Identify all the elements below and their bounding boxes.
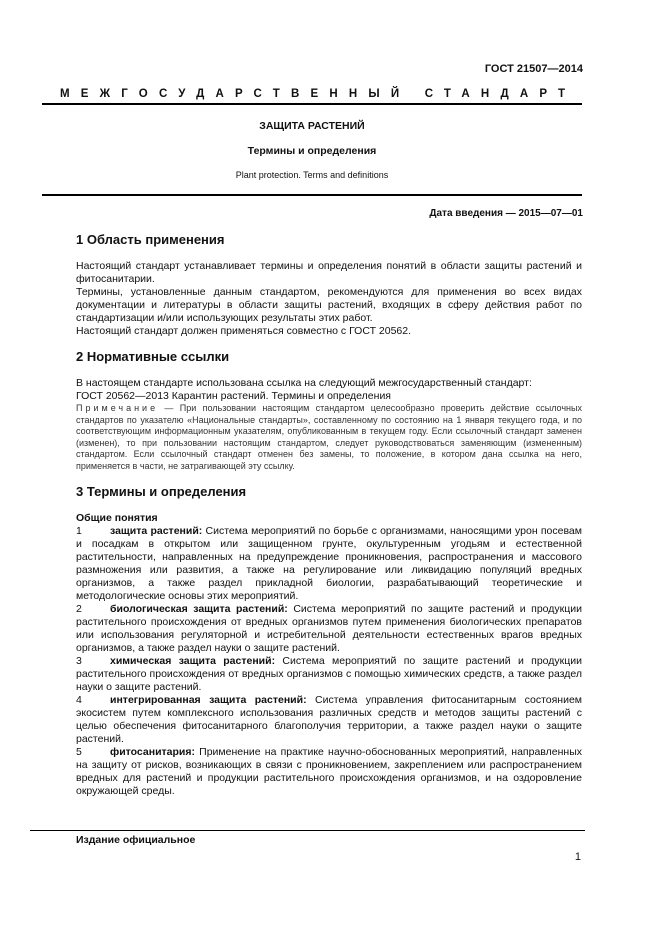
title-divider <box>42 194 582 196</box>
paragraph: Настоящий стандарт должен применяться совместно с ГОСТ 20562. <box>76 325 412 337</box>
term-name: интегрированная защита растений: <box>110 694 307 706</box>
section-1-heading: 1 Область применения <box>76 232 225 247</box>
term-number: 2 <box>76 603 82 615</box>
official-edition-label: Издание официальное <box>76 834 196 846</box>
term-definition: Применение на практике научно-обоснованных мероприятий, направленных на защиту от рисков, возникающих в связи с проникновением, закреплением или распространением вредных для растений и продукции растительного происхождения организмов, и на оздоровление окружающей среды. <box>76 746 582 797</box>
paragraph: Термины, установленные данным стандартом, рекомендуются для применения во всех видах документации и литературы в области защиты растений, входящих в сферу действия работ по стандартизации и/или использующих результаты этих работ. <box>76 286 582 324</box>
reference-item: ГОСТ 20562—2013 Карантин растений. Термины и определения <box>76 390 391 402</box>
page-number: 1 <box>574 851 581 863</box>
note-block <box>76 403 582 472</box>
section-1-body <box>76 260 582 338</box>
terms-list <box>76 525 582 798</box>
section-2-heading: 2 Нормативные ссылки <box>76 349 230 364</box>
standard-banner: МЕЖГОСУДАРСТВЕННЫЙ СТАНДАРТ <box>60 88 577 100</box>
term-entry <box>76 603 582 655</box>
document-code: ГОСТ 21507—2014 <box>484 63 583 75</box>
footer-divider <box>30 830 585 831</box>
term-number: 1 <box>76 525 82 537</box>
term-definition: Система мероприятий по защите растений и продукции растительного происхождения от вредных организмов путем применения биологических препаратов или использования регуляторной и истребительной деятельности естественных врагов вредных организмов, а также раздел науки о защите растений. <box>76 603 582 654</box>
introduction-date: Дата введения — 2015—07—01 <box>429 208 583 219</box>
term-number: 4 <box>76 694 82 706</box>
term-definition: Система управления фитосанитарным состоянием экосистем путем комплексного использования различных средств и методов защиты растений с целью обеспечения фитосанитарного благополучия территории, а также раздел науки о защите растений. <box>76 694 583 745</box>
paragraph: Настоящий стандарт устанавливает термины и определения понятий в области защиты растений и фитосанитарии. <box>76 260 582 285</box>
term-definition: Система мероприятий по борьбе с организмами, наносящими урон посевам и посадкам в открытом или защищенном грунте, окультуренным угодьям и естественной растительности, направленных на предупреждение проникновения, распространения и массового размножения или развития, а также на регулирование или ликвидацию популяций вредных организмов, а также раздел прикладной биологии, разрабатывающий теоретические и методологические основы этих мероприятий. <box>76 525 582 602</box>
term-name: фитосанитария: <box>110 746 195 758</box>
term-entry <box>76 525 582 603</box>
term-name: химическая защита растений: <box>110 655 276 667</box>
term-entry <box>76 746 582 798</box>
term-number: 3 <box>76 655 82 667</box>
section-3-heading: 3 Термины и определения <box>76 484 247 499</box>
note-label: Примечание <box>76 403 159 413</box>
section-2-body <box>76 377 582 403</box>
term-name: биологическая защита растений: <box>110 603 288 615</box>
term-name: защита растений: <box>110 525 203 537</box>
term-entry <box>76 694 582 746</box>
document-title: ЗАЩИТА РАСТЕНИЙ <box>259 120 365 132</box>
general-concepts-subheading: Общие понятия <box>76 512 158 524</box>
paragraph: В настоящем стандарте использована ссылка на следующий межгосударственный стандарт: <box>76 377 532 389</box>
term-definition: Система мероприятий по защите растений и продукции растительного происхождения от вредных организмов с помощью химических средств, а также раздел науки о защите растений. <box>76 655 583 693</box>
english-title: Plant protection. Terms and definitions <box>235 170 389 180</box>
note-text: — При пользовании настоящим стандартом целесообразно проверить действие ссылочных стандартов по указателю «Национальные стандарты», составленному по состоянию на 1 января текущего года, и по соответствующим информационным указателям, опубликованным в текущем году. Если ссылочный стандарт заменен (изменен), то при пользовании настоящим стандартом, следует руководствоваться заменяющим (измененным) стандартом. Если ссылочный стандарт отменен без замены, то положение, в котором дана ссылка на него, применяется в части, не затрагивающей эту ссылку. <box>76 403 582 471</box>
term-entry <box>76 655 582 694</box>
document-subtitle: Термины и определения <box>247 145 377 157</box>
header-divider <box>42 103 582 105</box>
term-number: 5 <box>76 746 82 758</box>
